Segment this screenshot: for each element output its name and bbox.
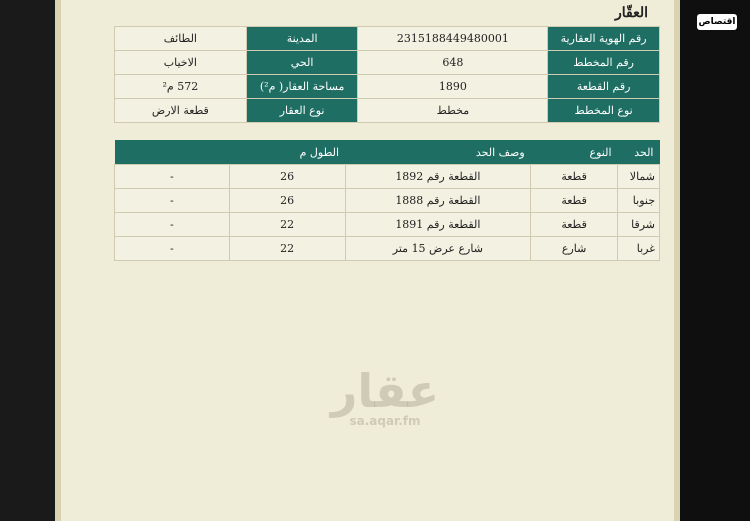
boundary-direction: شمالا bbox=[618, 165, 660, 189]
boundary-description: شارع عرض 15 متر bbox=[345, 237, 531, 261]
boundary-length: 26 bbox=[229, 165, 345, 189]
boundary-type: قطعة bbox=[531, 213, 618, 237]
info-row bbox=[115, 51, 660, 75]
table-row bbox=[115, 189, 660, 213]
boundary-extra: - bbox=[115, 189, 230, 213]
table-row bbox=[115, 237, 660, 261]
boundaries-header-row bbox=[115, 140, 660, 165]
header-type: النوع bbox=[531, 140, 618, 165]
info-label: رقم المخطط bbox=[548, 51, 660, 75]
boundary-type: قطعة bbox=[531, 165, 618, 189]
info-value: 2315188449480001 bbox=[358, 27, 548, 51]
dark-side-panel bbox=[680, 0, 750, 521]
crop-badge[interactable]: اقتصاص bbox=[697, 14, 737, 30]
info-label: رقم القطعة bbox=[548, 75, 660, 99]
info-value: مخطط bbox=[358, 99, 548, 123]
watermark bbox=[300, 364, 470, 428]
table-row bbox=[115, 213, 660, 237]
info-value: الاخياب bbox=[115, 51, 247, 75]
boundary-description: القطعة رقم 1892 bbox=[345, 165, 531, 189]
info-row bbox=[115, 27, 660, 51]
boundary-extra: - bbox=[115, 213, 230, 237]
property-info-table bbox=[114, 26, 660, 123]
boundary-type: قطعة bbox=[531, 189, 618, 213]
info-value: 1890 bbox=[358, 75, 548, 99]
info-value: 572 م² bbox=[115, 75, 247, 99]
section-title: العقّار bbox=[614, 5, 648, 21]
document-page bbox=[55, 0, 680, 521]
info-label: الحي bbox=[246, 51, 358, 75]
boundary-length: 26 bbox=[229, 189, 345, 213]
header-boundary: الحد bbox=[618, 140, 660, 165]
boundary-length: 22 bbox=[229, 237, 345, 261]
boundary-extra: - bbox=[115, 165, 230, 189]
boundary-description: القطعة رقم 1891 bbox=[345, 213, 531, 237]
boundary-type: شارع bbox=[531, 237, 618, 261]
info-row bbox=[115, 75, 660, 99]
info-value: 648 bbox=[358, 51, 548, 75]
boundary-extra: - bbox=[115, 237, 230, 261]
boundaries-table bbox=[114, 140, 660, 261]
info-label: مساحة العقار( م²) bbox=[246, 75, 358, 99]
info-value: الطائف bbox=[115, 27, 247, 51]
info-label: نوع العقار bbox=[246, 99, 358, 123]
boundary-direction: غربا bbox=[618, 237, 660, 261]
info-value: قطعة الارض bbox=[115, 99, 247, 123]
info-label: رقم الهوية العقارية bbox=[548, 27, 660, 51]
watermark-logo: عقار bbox=[330, 364, 440, 418]
boundary-length: 22 bbox=[229, 213, 345, 237]
header-description: وصف الحد bbox=[345, 140, 531, 165]
boundary-description: القطعة رقم 1888 bbox=[345, 189, 531, 213]
table-row bbox=[115, 165, 660, 189]
watermark-url: sa.aqar.fm bbox=[349, 414, 421, 428]
info-label: نوع المخطط bbox=[548, 99, 660, 123]
boundary-direction: شرقا bbox=[618, 213, 660, 237]
header-length: الطول م bbox=[115, 140, 346, 165]
info-row bbox=[115, 99, 660, 123]
info-label: المدينة bbox=[246, 27, 358, 51]
boundary-direction: جنوبا bbox=[618, 189, 660, 213]
